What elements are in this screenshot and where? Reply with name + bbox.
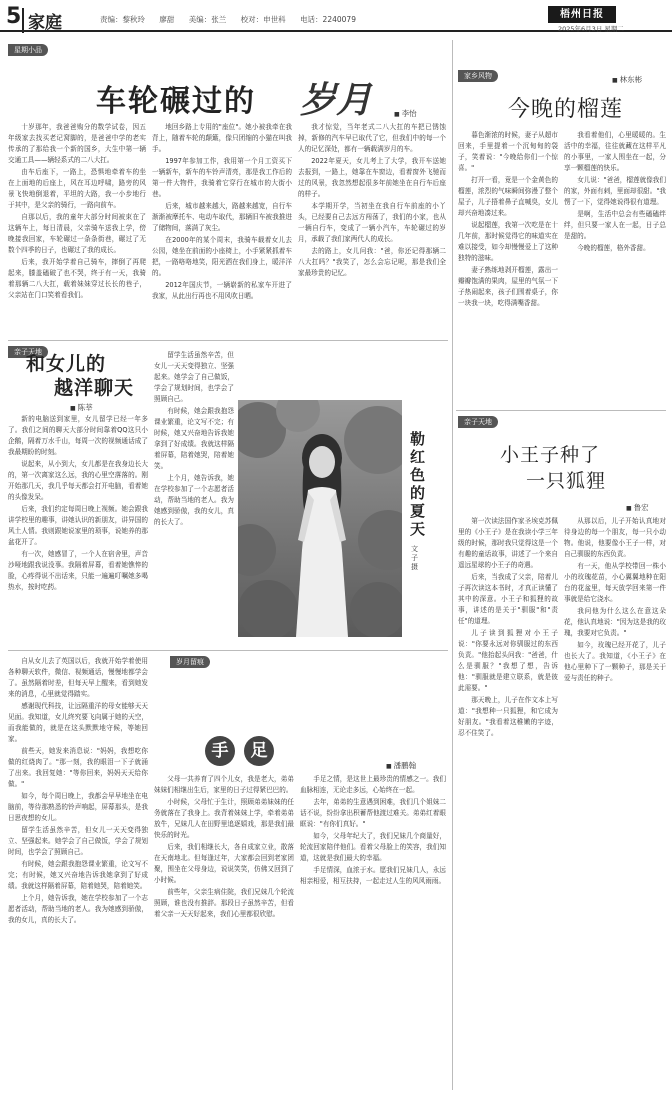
article3-title-char-2: 足 [244,736,274,766]
paragraph: 去年，弟弟的生意遇到困难，我们几个姐妹二话不说，纷纷拿出积蓄帮他渡过难关。弟弟红着眼眶说："有你们真好。" [300,798,446,828]
paragraph: 感谢现代科技，让远隔重洋的母女能够天天见面。我知道，女儿终究要飞向属于她的天空，而我能做的，就是在这头默默地守候，等她回家。 [8,702,148,743]
paragraph: 打开一看，竟是一个金黄色的榴莲，浓烈的气味瞬间弥漫了整个屋子，儿子捂着鼻子直喊臭，女儿却兴奋地凑过来。 [458,176,558,217]
paragraph: 今晚的榴莲，格外香甜。 [577,244,650,252]
paragraph: 有时候，她会跟我抱怨课业繁重，论文写不完；有时候，她又兴奋地告诉我她拿到了好成绩。我就这样隔着屏幕，陪着她哭，陪着她笑。 [154,407,234,470]
masthead-meta [100,14,368,25]
article5-title-line2: 一只狐狸 [526,470,607,492]
paragraph: 留学生活虽然辛苦，但女儿一天天变得独立、坚强起来。她学会了自己做饭，学会了规划时间，也学会了照顾自己。 [154,351,234,403]
paragraph: 小时候，父母忙于生计，照顾弟弟妹妹的任务就落在了我身上。我背着妹妹上学，牵着弟弟放牛，兄妹几人在田野里追逐嬉戏，那是我们最快乐的时光。 [154,798,294,839]
article5-title-line1: 小王子种了 [500,444,601,466]
paragraph: 自那以后，我的童年大部分时间被束在了这辆车上，每日清晨，父亲骑车送我上学，傍晚接我回家，车轮碾过一条条街巷，碾过了无数个四季的日子，也碾过了我的成长。 [8,213,146,254]
paragraph: 手足之情，是这世上最珍贵的情感之一。我们血脉相连，无论走多远，心始终在一起。 [300,775,446,794]
paragraph: 如今，父母年纪大了，我们兄妹几个商量好，轮流回家陪伴他们。看着父母脸上的笑容，我们知道，这就是我们最大的幸福。 [300,832,446,862]
paragraph: 自从女儿去了英国以后，我就开始学着使用各种聊天软件，微信、视频通话，慢慢地都学会了。虽然隔着时差，但每天早上醒来，看到她发来的消息，心里就觉得踏实。 [8,657,148,698]
page-number: 5 [6,4,22,29]
paragraph: 前些天，她发来消息说："妈妈，我想吃你做的红烧肉了。"那一刻，我的眼泪一下子就涌了出来。我回复她："等你回来，妈妈天天给你做。" [8,747,148,788]
article5-author: ■ 鲁宏 [626,502,649,513]
photo-summer-woman [238,400,402,637]
meta-editor-2: 廖甜 [159,15,175,24]
article3-author: ■ 潘鹏翰 [386,760,416,771]
paragraph: 从那以后，儿子开始认真地对待身边的每一个朋友，每一只小动物。他说，他要像小王子一样，对自己驯服的东西负责。 [564,517,666,558]
paragraph: 是啊，生活中总会有些磕磕绊绊，但只要一家人在一起，日子总是甜的。 [564,210,666,240]
paragraph: 后来，城市越来越大，路越来越宽，自行车渐渐被摩托车、电动车取代，那辆旧车被我推进了储物间，落满了灰尘。 [152,202,292,232]
paragraph: 有一次，她感冒了，一个人在宿舍里，声音沙哑地跟我说没事。我隔着屏幕，看着她憔悴的脸，心疼得说不出话来，只能一遍遍叮嘱她多喝热水，按时吃药。 [8,550,148,591]
paragraph: 我看着他们，心里暖暖的。生活中的幸福，往往就藏在这样平凡的小事里，一家人围坐在一起，分享一颗榴莲的快乐。 [564,131,666,172]
paragraph: 十岁那年，我爸爸购分的数学试卷，因五年级家去找买老记窝脚的，是爸爸中学的老实传承的了那给我一个新的国乡，大生中第一辆交通工具——辆轻系式的二八大扛。 [8,123,146,164]
article2-author: ■ 陈莘 [70,402,93,413]
paragraph: 本学期开学，当初坐在我自行车前座的小丫头，已经要自己去远方闯荡了，我们的小家，也从一辆自行车，变成了一辆小汽车，车轮碾过的岁月，承载了我们家两代人的成长。 [298,202,446,243]
paragraph: 说起来，从小到大，女儿都是在我身边长大的，第一次离家这么远，我的心里空落落的。刚开始那几天，我几乎每天都会打开电脑，看着她的头像发呆。 [8,460,148,501]
paragraph: 去的路上，女儿问我："爸，你还记得那辆二八大扛吗？"我笑了，怎么会忘记呢，那是我们全家最珍贵的记忆。 [298,247,446,277]
paragraph: 女儿说："爸爸，榴莲就像我们的家，外面有刺，里面却很甜。"我愣了一下，觉得她说得很有道理。 [564,176,666,206]
article3-column-1 [154,774,294,1092]
paragraph: 由车后座下，一路上，恐惧地牵着车的坐在上面地的后座上，风在耳边呼啸，路旁的风景飞快地倒退着，平坦的大路，我一小步地行于其中，是父亲的骑行，一路向前车。 [8,168,146,209]
article1-title: 车轮碾过的 [96,84,256,119]
article2-tag: 亲子天地 [8,346,48,358]
masthead [0,0,672,32]
photo-caption: 勒红色的夏天 [410,430,426,538]
paragraph: 第一次读法国作家圣埃克苏佩里的《小王子》是在我读小学三年级的时候，那时我只觉得这是一个有趣的童话故事，讲述了一个来自遥远星球的小王子的奇遇。 [458,517,558,569]
paragraph: 说起榴莲，我第一次吃是在十几年前，那时候觉得它的味道实在难以接受，如今却慢慢爱上了这种独特的滋味。 [458,221,558,262]
paragraph: 妻子熟练地剥开榴莲，露出一瓣瓣饱满的果肉，屋里的气氛一下子热闹起来，孩子们围着桌子，你一块我一块，吃得满嘴香甜。 [458,266,558,307]
article1-author: ■ 李怡 [394,108,417,119]
section-name: 家庭 [22,8,62,33]
paragraph: 地回乡路上专用的"座位"。她小被我牵在我背上，随着车轮的颠簸，像只团缩的小猫在叫我手。 [152,123,292,153]
paragraph: 如今，每个周日晚上，我都会早早地坐在电脑前，等待那熟悉的铃声响起，屏幕那头，是我日思夜想的女儿。 [8,792,148,822]
article1-title-emphasis: 岁月 [300,79,373,121]
article1-column-1 [8,122,146,334]
paragraph: 儿子读到狐狸对小王子说："你要永远对你驯服过的东西负责。"他抬起头问我："爸爸，什么是驯服？"我想了想，告诉他："驯服就是建立联系，就是彼此需要。" [458,629,558,692]
newspaper-logo: 梧州日报 [548,6,616,23]
paragraph: 暮色渐浓的时候，妻子从超市回来，手里提着一个沉甸甸的袋子，笑着说："今晚给你们一个惊喜。" [458,131,558,172]
article4-column-2 [564,130,666,402]
paragraph: 前些年，父亲生病住院，我们兄妹几个轮流照顾，谁也没有推辞。那段日子虽然辛苦，但看着父亲一天天好起来，我们心里都很欣慰。 [154,888,294,918]
article1-column-2 [152,122,292,334]
meta-phone: 电话：2240079 [300,15,356,24]
paragraph: 2012年国庆节，一辆崭新的私家车开进了我家，从此出行再也不用风吹日晒。 [152,281,292,300]
article5-tag: 亲子天地 [458,416,498,428]
paragraph: 后来，我们相继长大，各自成家立业，散落在天南地北。但每逢过年，大家都会回到老家团聚，围坐在父母身边，说说笑笑，仿佛又回到了小时候。 [154,843,294,884]
article2-title [26,352,134,400]
article5-column-1 [458,516,558,1092]
photo-illustration [238,400,402,637]
article3-tag: 岁月留痕 [170,656,210,668]
paragraph: 后来，当我成了父亲，陪着儿子再次读这本书时，才真正读懂了其中的深意。小王子和狐狸的故事，讲述的是关于"驯服"和"责任"的道理。 [458,573,558,625]
article1-tag: 星期小品 [8,44,48,56]
paragraph: 手足情深，血浓于水。愿我们兄妹几人，永远相亲相爱，相互扶持，一起走过人生的风风雨雨。 [300,866,446,885]
article5-column-2 [564,516,666,1092]
meta-editor: 责编：黎秋玲 [100,15,145,24]
article3-column-2 [300,774,446,1092]
article4-tag: 家乡风物 [458,70,498,82]
paragraph: 后来，我们约定每周日晚上视频。她会跟我讲学校里的趣事，讲她认识的新朋友，讲异国的风土人情。我则跟她说家里的琐事，说她养的那盆花开了。 [8,505,148,546]
paragraph: 后来，我开始学着自己骑车，摔倒了再爬起来，膝盖磕破了也不哭，终于有一天，我骑着那辆二八大扛，载着妹妹穿过长长的巷子，父亲站在门口笑着看我们。 [8,258,146,299]
column-divider [452,40,453,1090]
meta-designer: 美编：张兰 [188,15,227,24]
article2-column-2 [154,350,234,640]
article2-column-1-cont [8,656,148,1092]
article5-title [500,442,606,494]
article2-column-1 [8,414,148,644]
article4-author: ■ 林东彬 [612,74,642,85]
paragraph: 上个月，她告诉我，她在学校参加了一个志愿者活动，帮助当地的老人。我为她感到骄傲，我的女儿，真的长大了。 [154,474,234,526]
issue-date: 2025年6月3日 星期二 [558,25,624,33]
paragraph: 我问他为什么这么在意这朵花，他认真地说："因为这是我的玫瑰，我要对它负责。" [564,607,666,637]
paragraph: 留学生活虽然辛苦，但女儿一天天变得独立、坚强起来。她学会了自己做饭，学会了规划时间，也学会了照顾自己。 [8,826,148,856]
paragraph: 新的电脑送到家里，女儿留学已经一年多了。我们之间的聊天大部分时间靠着QQ这只小企鹅，隔着万水千山，每周一次的视频通话成了我最期盼的时刻。 [8,415,148,456]
paragraph: 2022年夏天，女儿考上了大学，我开车送她去报到，一路上，她靠在车窗边，看着窗外飞驰而过的风景，我忽然想起很多年前她坐在自行车后座的样子。 [298,157,446,198]
article3-title-char-1: 手 [205,736,235,766]
article4-column-1 [458,130,558,402]
paragraph: 在2000年的某个周末，我骑车载着女儿去公园，她坐在前面的小座椅上，小手紧紧抓着车把，一路咯咯地笑，阳光洒在我们身上，暖洋洋的。 [152,236,292,277]
article2-title-line2: 越洋聊天 [54,377,135,399]
paragraph: 上个月，她告诉我，她在学校参加了一个志愿者活动，帮助当地的老人。我为她感到骄傲，我的女儿，真的长大了。 [8,894,148,924]
article2-title-line1: 和女儿的 [26,353,107,375]
paragraph: 那天晚上，儿子在作文本上写道："我想种一只狐狸，和它成为好朋友。"我看着这稚嫩的字迹，忍不住笑了。 [458,696,558,737]
section-divider [8,650,448,651]
paragraph: 1997年参加工作，我用第一个月工资买下一辆新车，新车的车铃声清亮，那是我工作后的第一件大物件，我骑着它穿行在城市的大街小巷。 [152,157,292,198]
paragraph: 我才惊觉，当年老式二八大扛的车把已锈蚀掉，新修的汽车早已取代了它，但我们中的每一个人的记忆深处，都有一辆载满岁月的车。 [298,123,446,153]
article1-column-3 [298,122,446,334]
section-divider [456,410,666,411]
photo-credit: 文子摄 [411,545,418,571]
article4-title: 今晚的榴莲 [508,97,624,122]
paragraph: 如今，玫瑰已经开花了，儿子也长大了。我知道，《小王子》在他心里种下了一颗种子，那是关于爱与责任的种子。 [564,641,666,682]
meta-proofreader: 校对：申世科 [240,15,286,24]
paragraph: 父母一共养育了四个儿女，我是老大，弟弟妹妹们相继出生后，家里的日子过得紧巴巴的。 [154,775,294,794]
section-divider [8,340,448,341]
paragraph: 有一天，他从学校带回一株小小的玫瑰花苗，小心翼翼地种在阳台的花盆里，每天放学回来第一件事就是给它浇水。 [564,562,666,603]
paragraph: 有时候，她会跟我抱怨课业繁重，论文写不完；有时候，她又兴奋地告诉我她拿到了好成绩。我就这样隔着屏幕，陪着她哭，陪着她笑。 [8,860,148,890]
